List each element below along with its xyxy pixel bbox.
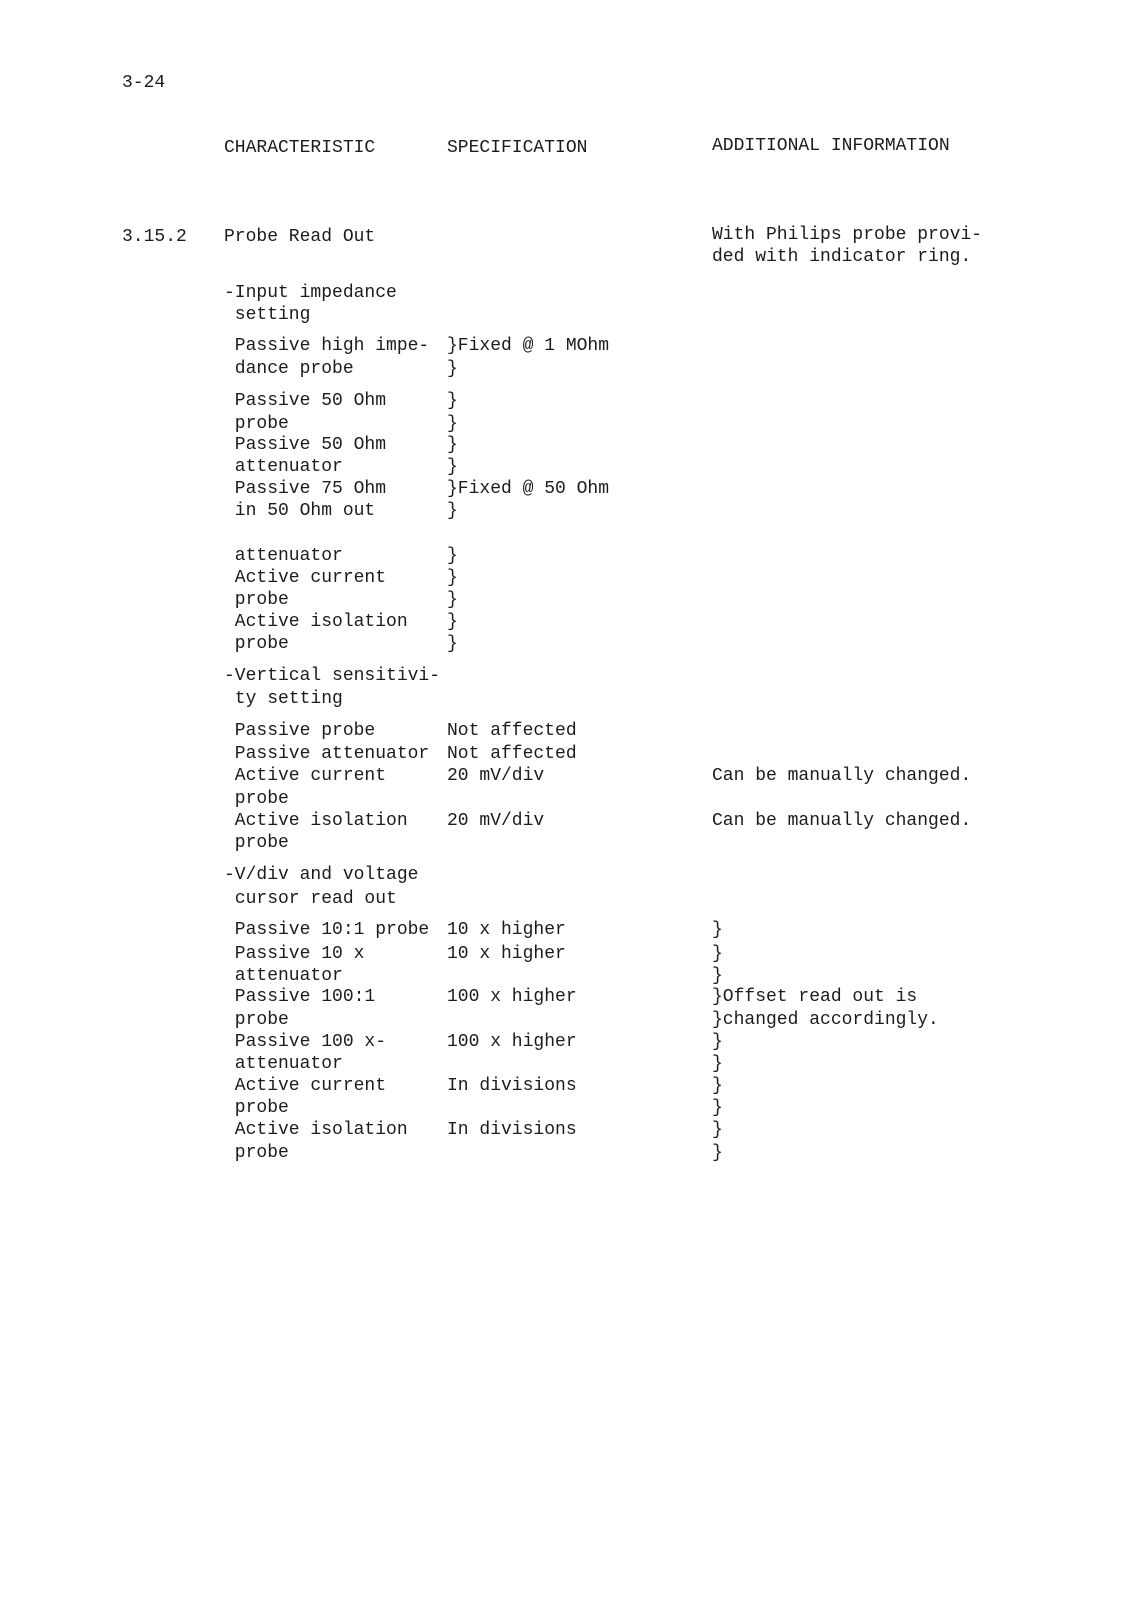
- additional-info-cell: }: [712, 944, 723, 964]
- characteristic-cell: probe: [224, 833, 289, 853]
- specification-cell: }Fixed @ 50 Ohm: [447, 479, 610, 499]
- additional-info-cell: }: [712, 920, 723, 940]
- characteristic-cell: attenuator: [224, 457, 343, 477]
- characteristic-cell: attenuator: [224, 1054, 343, 1074]
- characteristic-cell: Active isolation: [224, 612, 408, 632]
- specification-cell: }: [447, 501, 458, 521]
- characteristic-cell: Passive attenuator: [224, 744, 430, 764]
- characteristic-cell: Passive 100 x-: [224, 1032, 387, 1052]
- characteristic-cell: Passive 50 Ohm: [224, 435, 387, 455]
- characteristic-cell: attenuator: [224, 966, 343, 986]
- characteristic-cell: attenuator: [224, 546, 343, 566]
- specification-cell: 100 x higher: [447, 987, 577, 1007]
- specification-cell: 10 x higher: [447, 944, 566, 964]
- characteristic-cell: Active isolation: [224, 1120, 408, 1140]
- specification-cell: }: [447, 546, 458, 566]
- characteristic-cell: Active isolation: [224, 811, 408, 831]
- characteristic-cell: probe: [224, 789, 289, 809]
- characteristic-cell: Passive 50 Ohm: [224, 391, 387, 411]
- header-additional-information: ADDITIONAL INFORMATION: [712, 136, 950, 156]
- header-specification: SPECIFICATION: [447, 138, 588, 158]
- characteristic-cell: Passive 75 Ohm: [224, 479, 387, 499]
- specification-cell: }: [447, 568, 458, 588]
- section-number: 3.15.2: [122, 227, 187, 247]
- specification-cell: 20 mV/div: [447, 811, 545, 831]
- specification-cell: }: [447, 435, 458, 455]
- characteristic-cell: -Input impedance: [224, 283, 397, 303]
- section-note-line-1: With Philips probe provi-: [712, 225, 983, 245]
- characteristic-cell: setting: [224, 305, 311, 325]
- header-characteristic: CHARACTERISTIC: [224, 138, 376, 158]
- specification-cell: 20 mV/div: [447, 766, 545, 786]
- specification-cell: }: [447, 590, 458, 610]
- characteristic-cell: dance probe: [224, 359, 354, 379]
- characteristic-cell: Passive high impe-: [224, 336, 430, 356]
- characteristic-cell: -V/div and voltage: [224, 865, 419, 885]
- specification-cell: }: [447, 457, 458, 477]
- specification-cell: In divisions: [447, 1120, 577, 1140]
- characteristic-cell: probe: [224, 414, 289, 434]
- characteristic-cell: in 50 Ohm out: [224, 501, 376, 521]
- specification-cell: In divisions: [447, 1076, 577, 1096]
- characteristic-cell: Passive 10 x: [224, 944, 365, 964]
- specification-cell: 100 x higher: [447, 1032, 577, 1052]
- specification-cell: Not affected: [447, 744, 577, 764]
- characteristic-cell: Passive 100:1: [224, 987, 376, 1007]
- additional-info-cell: }Offset read out is: [712, 987, 918, 1007]
- additional-info-cell: }: [712, 966, 723, 986]
- additional-info-cell: }: [712, 1054, 723, 1074]
- specification-cell: Not affected: [447, 721, 577, 741]
- characteristic-cell: Passive probe: [224, 721, 376, 741]
- characteristic-cell: probe: [224, 634, 289, 654]
- additional-info-cell: Can be manually changed.: [712, 766, 972, 786]
- specification-cell: }: [447, 414, 458, 434]
- specification-cell: }: [447, 612, 458, 632]
- characteristic-cell: probe: [224, 1098, 289, 1118]
- specification-cell: }: [447, 391, 458, 411]
- characteristic-cell: cursor read out: [224, 889, 397, 909]
- characteristic-cell: probe: [224, 1010, 289, 1030]
- additional-info-cell: }: [712, 1120, 723, 1140]
- page-number: 3-24: [122, 73, 166, 93]
- section-title: Probe Read Out: [224, 227, 376, 247]
- specification-cell: }: [447, 359, 458, 379]
- characteristic-cell: Active current: [224, 568, 387, 588]
- additional-info-cell: }: [712, 1076, 723, 1096]
- characteristic-cell: Active current: [224, 766, 387, 786]
- additional-info-cell: Can be manually changed.: [712, 811, 972, 831]
- characteristic-cell: Active current: [224, 1076, 387, 1096]
- additional-info-cell: }changed accordingly.: [712, 1010, 939, 1030]
- additional-info-cell: }: [712, 1143, 723, 1163]
- specification-cell: }: [447, 634, 458, 654]
- characteristic-cell: ty setting: [224, 689, 343, 709]
- characteristic-cell: probe: [224, 590, 289, 610]
- characteristic-cell: Passive 10:1 probe: [224, 920, 430, 940]
- characteristic-cell: probe: [224, 1143, 289, 1163]
- specification-cell: 10 x higher: [447, 920, 566, 940]
- specification-cell: }Fixed @ 1 MOhm: [447, 336, 610, 356]
- additional-info-cell: }: [712, 1032, 723, 1052]
- characteristic-cell: -Vertical sensitivi-: [224, 666, 441, 686]
- section-note-line-2: ded with indicator ring.: [712, 247, 972, 267]
- additional-info-cell: }: [712, 1098, 723, 1118]
